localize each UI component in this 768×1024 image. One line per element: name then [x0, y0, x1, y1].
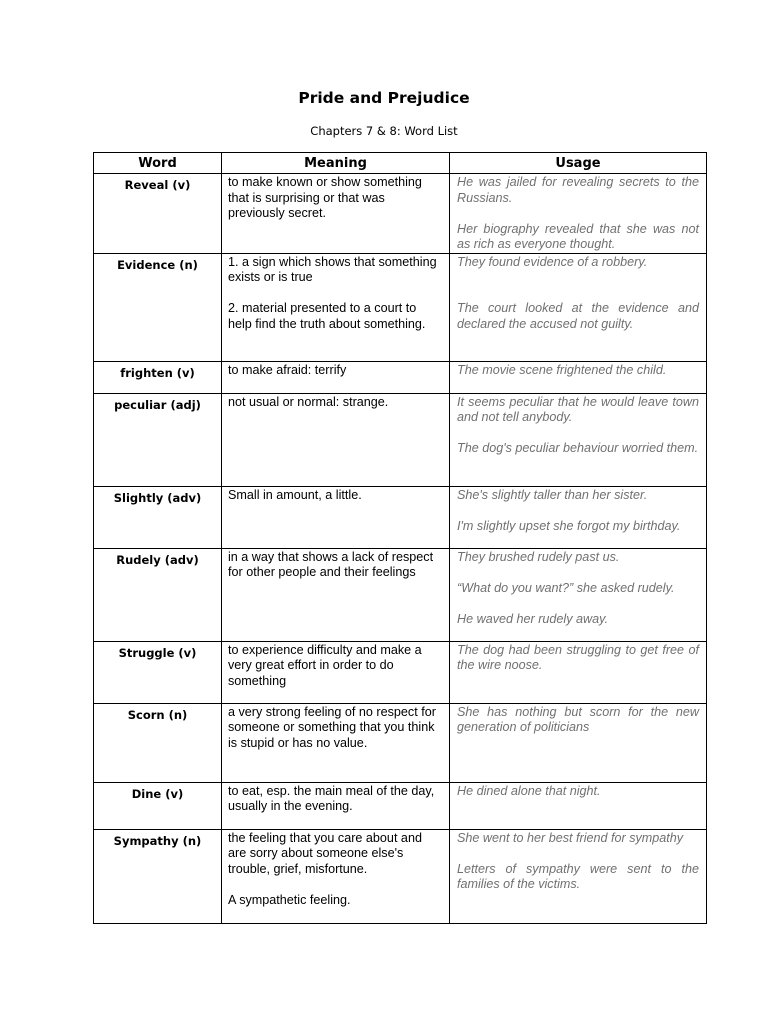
table-row	[94, 393, 707, 486]
table-row	[94, 782, 707, 829]
header-meaning: Meaning	[222, 153, 450, 174]
usage-example: She went to her best friend for sympathy	[457, 830, 684, 845]
meaning-text: in a way that shows a lack of respect for other people and their feelings	[228, 549, 434, 579]
meaning-cell	[222, 782, 450, 829]
usage-example: The dog's peculiar behaviour worried them.	[457, 441, 699, 455]
usage-example: I'm slightly upset she forgot my birthday.	[457, 518, 681, 533]
table-row	[94, 641, 707, 703]
meaning-text: a very strong feeling of no respect for someone or something that you think is stupid or has no value.	[228, 704, 436, 750]
word-cell: frighten (v)	[94, 361, 222, 393]
usage-example: The movie scene frightened the child.	[457, 362, 667, 377]
meaning-cell	[222, 548, 450, 641]
usage-cell	[450, 641, 707, 703]
usage-example: The dog had been struggling to get free of the wire noose.	[457, 642, 699, 672]
meaning-cell	[222, 253, 450, 361]
table-header-row	[94, 153, 707, 174]
usage-example: She has nothing but scorn for the new generation of politicians	[457, 704, 699, 734]
usage-cell	[450, 703, 707, 782]
word-cell: Struggle (v)	[94, 641, 222, 703]
meaning-text: to experience difficulty and make a very great effort in order to do something	[228, 642, 422, 688]
meaning-cell	[222, 829, 450, 923]
meaning-cell	[222, 393, 450, 486]
word-cell: Scorn (n)	[94, 703, 222, 782]
table-row	[94, 174, 707, 254]
word-cell: Dine (v)	[94, 782, 222, 829]
meaning-cell	[222, 486, 450, 548]
meaning-text: A sympathetic feeling.	[228, 892, 351, 907]
usage-cell	[450, 253, 707, 361]
document-title: Pride and Prejudice	[298, 89, 470, 107]
table-row	[94, 548, 707, 641]
meaning-text: Small in amount, a little.	[228, 487, 362, 502]
usage-example: It seems peculiar that he would leave town and not tell anybody.	[457, 394, 699, 424]
usage-cell	[450, 486, 707, 548]
table-row	[94, 829, 707, 923]
meaning-text: the feeling that you care about and are sorry about someone else's trouble, grief, misfortune.	[228, 830, 422, 876]
table-row	[94, 486, 707, 548]
usage-example: They found evidence of a robbery.	[457, 254, 648, 269]
usage-cell	[450, 782, 707, 829]
usage-example: Letters of sympathy were sent to the families of the victims.	[457, 861, 699, 891]
usage-example: The court looked at the evidence and declared the accused not guilty.	[457, 301, 699, 331]
meaning-cell	[222, 174, 450, 254]
header-usage: Usage	[450, 153, 707, 174]
meaning-text: 1. a sign which shows that something exists or is true	[228, 254, 437, 284]
table-row	[94, 703, 707, 782]
usage-cell	[450, 361, 707, 393]
usage-cell	[450, 548, 707, 641]
usage-example: He was jailed for revealing secrets to the Russians.	[457, 175, 699, 205]
meaning-text: to make afraid: terrify	[228, 362, 347, 377]
meaning-text: to make known or show something that is surprising or that was previously secret.	[228, 175, 422, 220]
meaning-text: not usual or normal: strange.	[228, 394, 389, 409]
meaning-text: to eat, esp. the main meal of the day, usually in the evening.	[228, 783, 435, 813]
word-cell: peculiar (adj)	[94, 393, 222, 486]
meaning-cell	[222, 703, 450, 782]
meaning-cell	[222, 641, 450, 703]
meaning-text: 2. material presented to a court to help find the truth about something.	[228, 301, 426, 331]
usage-example: She's slightly taller than her sister.	[457, 487, 648, 502]
usage-example: They brushed rudely past us.	[457, 549, 620, 564]
usage-example: He dined alone that night.	[457, 783, 601, 798]
word-cell: Sympathy (n)	[94, 829, 222, 923]
usage-example: He waved her rudely away.	[457, 611, 608, 626]
table-row	[94, 253, 707, 361]
header-word: Word	[94, 153, 222, 174]
usage-example: Her biography revealed that she was not as rich as everyone thought.	[457, 221, 699, 251]
table-row	[94, 361, 707, 393]
word-cell: Evidence (n)	[94, 253, 222, 361]
word-cell: Slightly (adv)	[94, 486, 222, 548]
meaning-cell	[222, 361, 450, 393]
usage-cell	[450, 393, 707, 486]
word-cell: Reveal (v)	[94, 174, 222, 254]
word-list-table	[93, 152, 707, 924]
usage-example: “What do you want?” she asked rudely.	[457, 580, 675, 595]
usage-cell	[450, 174, 707, 254]
usage-cell	[450, 829, 707, 923]
document-subtitle: Chapters 7 & 8: Word List	[310, 124, 458, 138]
word-cell: Rudely (adv)	[94, 548, 222, 641]
